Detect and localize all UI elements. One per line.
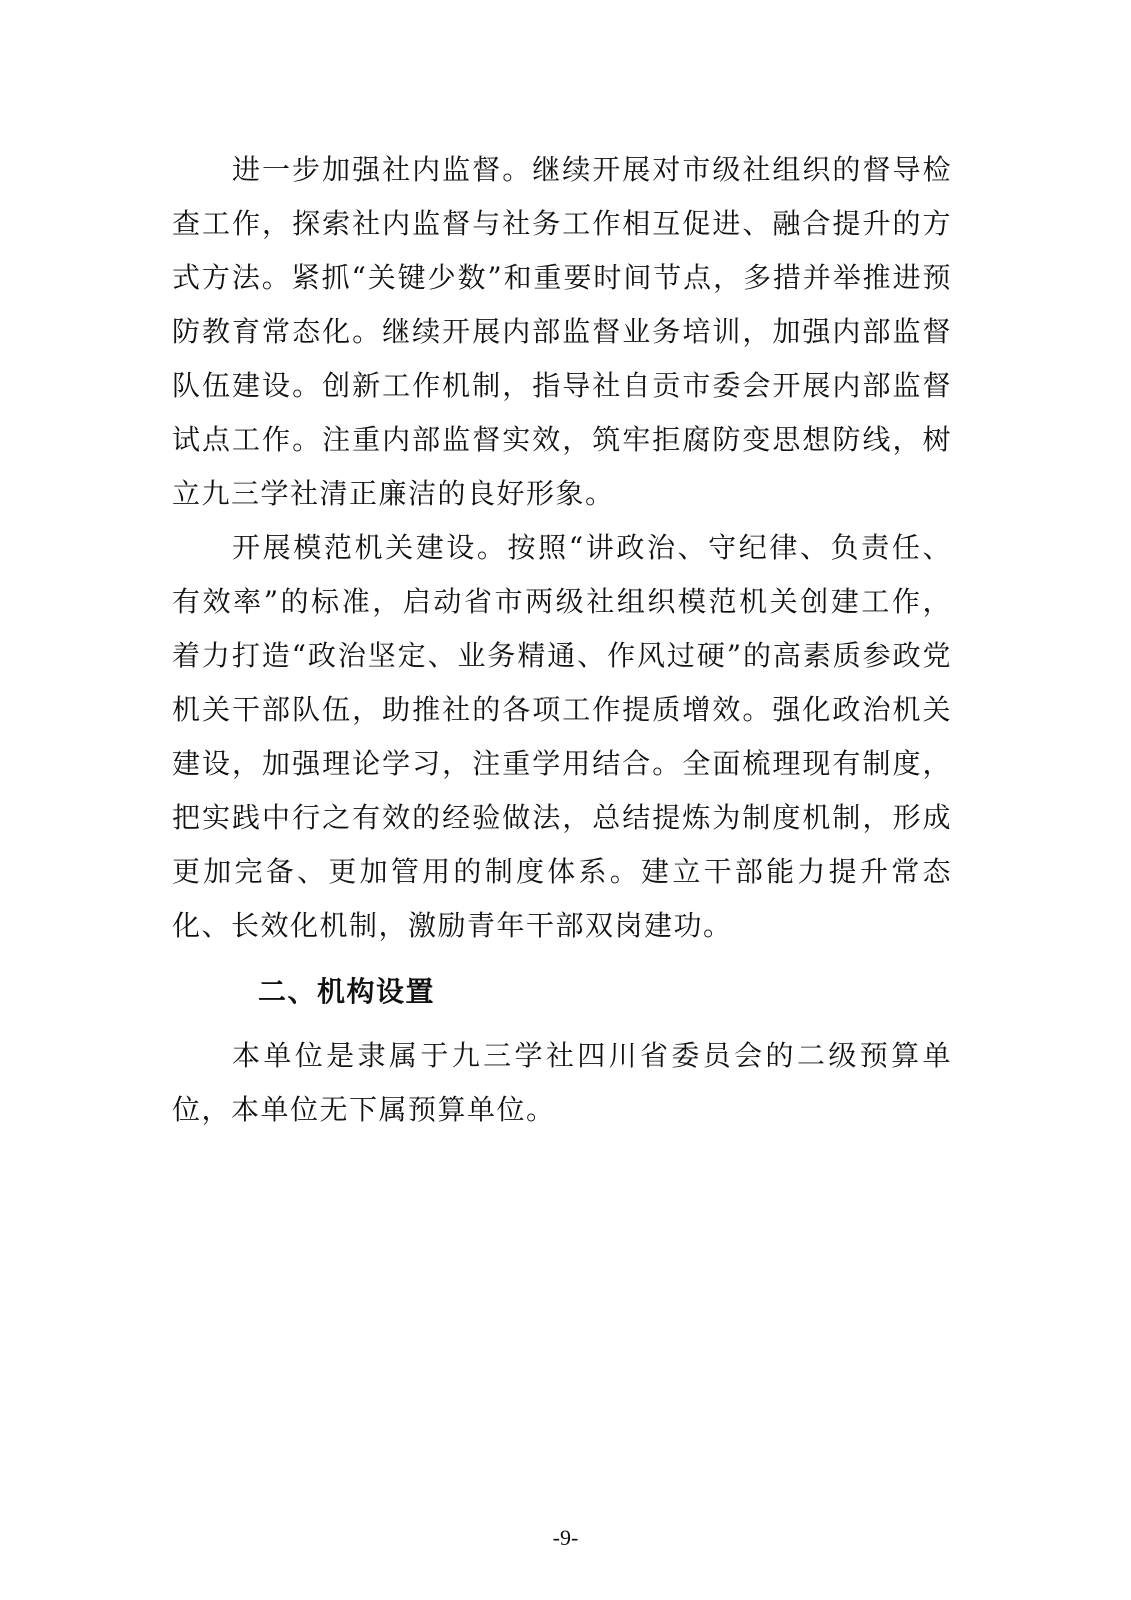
document-body bbox=[172, 143, 952, 1137]
paragraph-model-agency: 开展模范机关建设。按照“讲政治、守纪律、负责任、有效率”的标准，启动省市两级社组织模范机关创建工作，着力打造“政治坚定、业务精通、作风过硬”的高素质参政党机关干部队伍，助推社的各项工作提质增效。强化政治机关建设，加强理论学习，注重学用结合。全面梳理现有制度，把实践中行之有效的经验做法，总结提炼为制度机制，形成更加完备、更加管用的制度体系。建立干部能力提升常态化、长效化机制，激励青年干部双岗建功。 bbox=[172, 531, 952, 942]
section-heading: 二、机构设置 bbox=[258, 975, 436, 1008]
paragraph-internal-supervision: 进一步加强社内监督。继续开展对市级社组织的督导检查工作，探索社内监督与社务工作相互促进、融合提升的方式方法。紧抓“关键少数”和重要时间节点，多措并举推进预防教育常态化。继续开展内部监督业务培训，加强内部监督队伍建设。创新工作机制，指导社自贡市委会开展内部监督试点工作。注重内部监督实效，筑牢拒腐防变思想防线，树立九三学社清正廉洁的良好形象。 bbox=[172, 153, 952, 510]
paragraph-organization: 本单位是隶属于九三学社四川省委员会的二级预算单位，本单位无下属预算单位。 bbox=[172, 1039, 952, 1126]
page-number: -9- bbox=[552, 1525, 579, 1550]
